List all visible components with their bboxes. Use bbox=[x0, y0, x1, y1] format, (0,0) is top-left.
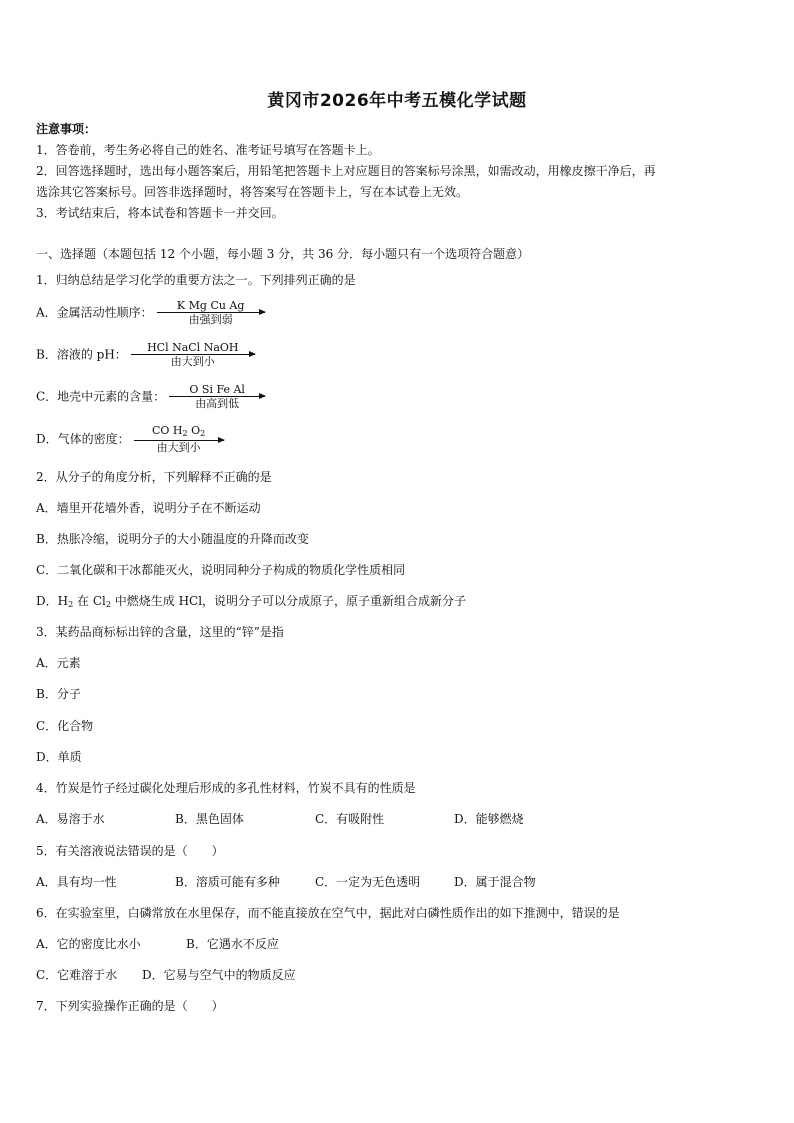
question-1-option-a bbox=[36, 300, 265, 326]
option-a-prefix: A．金属活动性顺序： bbox=[36, 305, 153, 320]
question-4-stem: 4．竹炭是竹子经过碳化处理后形成的多孔性材料，竹炭不具有的性质是 bbox=[36, 781, 416, 795]
question-5-option-a: A．具有均一性 bbox=[36, 875, 117, 889]
question-7-stem: 7．下列实验操作正确的是（ ） bbox=[36, 999, 224, 1013]
option-b-arrow-top: HCl NaCl NaOH bbox=[147, 341, 239, 354]
question-1-option-c bbox=[36, 384, 265, 410]
notice-heading: 注意事项： bbox=[36, 122, 97, 136]
option-c-arrow-bottom: 由高到低 bbox=[195, 397, 240, 410]
option-d-arrow bbox=[134, 425, 224, 454]
section-heading: 一、选择题（本题包括 12 个小题，每小题 3 分，共 36 分．每小题只有一个选项符合题意） bbox=[36, 247, 530, 261]
question-6-stem: 6．在实验室里，白磷常放在水里保存，而不能直接放在空气中，据此对白磷性质作出的如下推测中，错误的是 bbox=[36, 906, 620, 920]
notice-1: 1．答卷前，考生务必将自己的姓名、准考证号填写在答题卡上。 bbox=[36, 143, 380, 157]
question-4-option-a: A．易溶于水 bbox=[36, 812, 105, 826]
question-6-option-a: A．它的密度比水小 bbox=[36, 937, 141, 951]
question-1-option-d bbox=[36, 425, 224, 454]
question-3-option-b: B．分子 bbox=[36, 687, 81, 701]
question-3-option-c: C．化合物 bbox=[36, 719, 94, 733]
option-b-arrow bbox=[131, 342, 255, 368]
option-a-arrow bbox=[157, 300, 265, 326]
page-title: 黄冈市2026年中考五模化学试题 bbox=[267, 91, 527, 111]
question-2-option-b: B．热胀冷缩，说明分子的大小随温度的升降而改变 bbox=[36, 532, 309, 546]
option-b-prefix: B．溶液的 pH： bbox=[36, 347, 127, 362]
question-5-option-d: D．属于混合物 bbox=[454, 875, 536, 889]
arrow-right-icon bbox=[157, 312, 265, 313]
question-3-stem: 3．某药品商标标出锌的含量，这里的“锌”是指 bbox=[36, 625, 284, 639]
option-c-arrow bbox=[169, 384, 265, 410]
option-d-prefix: D．气体的密度： bbox=[36, 432, 130, 446]
option-d-arrow-bottom: 由大到小 bbox=[156, 441, 201, 454]
question-4-option-c: C．有吸附性 bbox=[315, 812, 385, 826]
question-1-stem: 1．归纳总结是学习化学的重要方法之一。下列排列正确的是 bbox=[36, 273, 356, 287]
question-2-option-a: A．墙里开花墙外香，说明分子在不断运动 bbox=[36, 501, 261, 515]
notice-2: 2．回答选择题时，选出每小题答案后，用铅笔把答题卡上对应题目的答案标号涂黑，如需改动，用橡皮擦干净后，再 bbox=[36, 164, 656, 178]
question-3-option-d: D．单质 bbox=[36, 750, 82, 764]
question-6-option-b: B．它遇水不反应 bbox=[186, 937, 279, 951]
question-2-option-d: D．$H_2$ 在 $Cl_2$ 中燃烧生成 HCl，说明分子可以分成原子，原子重新组合成新分子 bbox=[36, 594, 467, 609]
question-6-option-d: D．它易与空气中的物质反应 bbox=[142, 968, 296, 982]
option-c-prefix: C．地壳中元素的含量： bbox=[36, 389, 166, 404]
question-2-option-c: C．二氧化碳和干冰都能灭火，说明同种分子构成的物质化学性质相同 bbox=[36, 563, 406, 577]
question-5-option-c: C．一定为无色透明 bbox=[315, 875, 421, 889]
notice-2-continued: 选涂其它答案标号。回答非选择题时，将答案写在答题卡上，写在本试卷上无效。 bbox=[36, 185, 469, 199]
option-a-arrow-top: K Mg Cu Ag bbox=[176, 299, 245, 312]
question-6-option-c: C．它难溶于水 bbox=[36, 968, 118, 982]
option-b-arrow-bottom: 由大到小 bbox=[170, 355, 215, 368]
option-a-arrow-bottom: 由强到弱 bbox=[188, 313, 233, 326]
arrow-right-icon bbox=[169, 396, 265, 397]
question-5-option-b: B．溶质可能有多种 bbox=[175, 875, 280, 889]
option-d-arrow-top: CO $H_2$ $O_2$ bbox=[152, 424, 206, 438]
question-4-option-d: D．能够燃烧 bbox=[454, 812, 524, 826]
question-5-stem: 5．有关溶液说法错误的是（ ） bbox=[36, 844, 224, 858]
question-3-option-a: A．元素 bbox=[36, 656, 81, 670]
arrow-right-icon bbox=[134, 440, 224, 441]
question-2-stem: 2．从分子的角度分析，下列解释不正确的是 bbox=[36, 470, 272, 484]
notice-3: 3．考试结束后，将本试卷和答题卡一并交回。 bbox=[36, 206, 284, 220]
question-4-option-b: B．黑色固体 bbox=[175, 812, 244, 826]
arrow-right-icon bbox=[131, 354, 255, 355]
option-c-arrow-top: O Si Fe Al bbox=[189, 383, 245, 396]
question-1-option-b bbox=[36, 342, 255, 368]
